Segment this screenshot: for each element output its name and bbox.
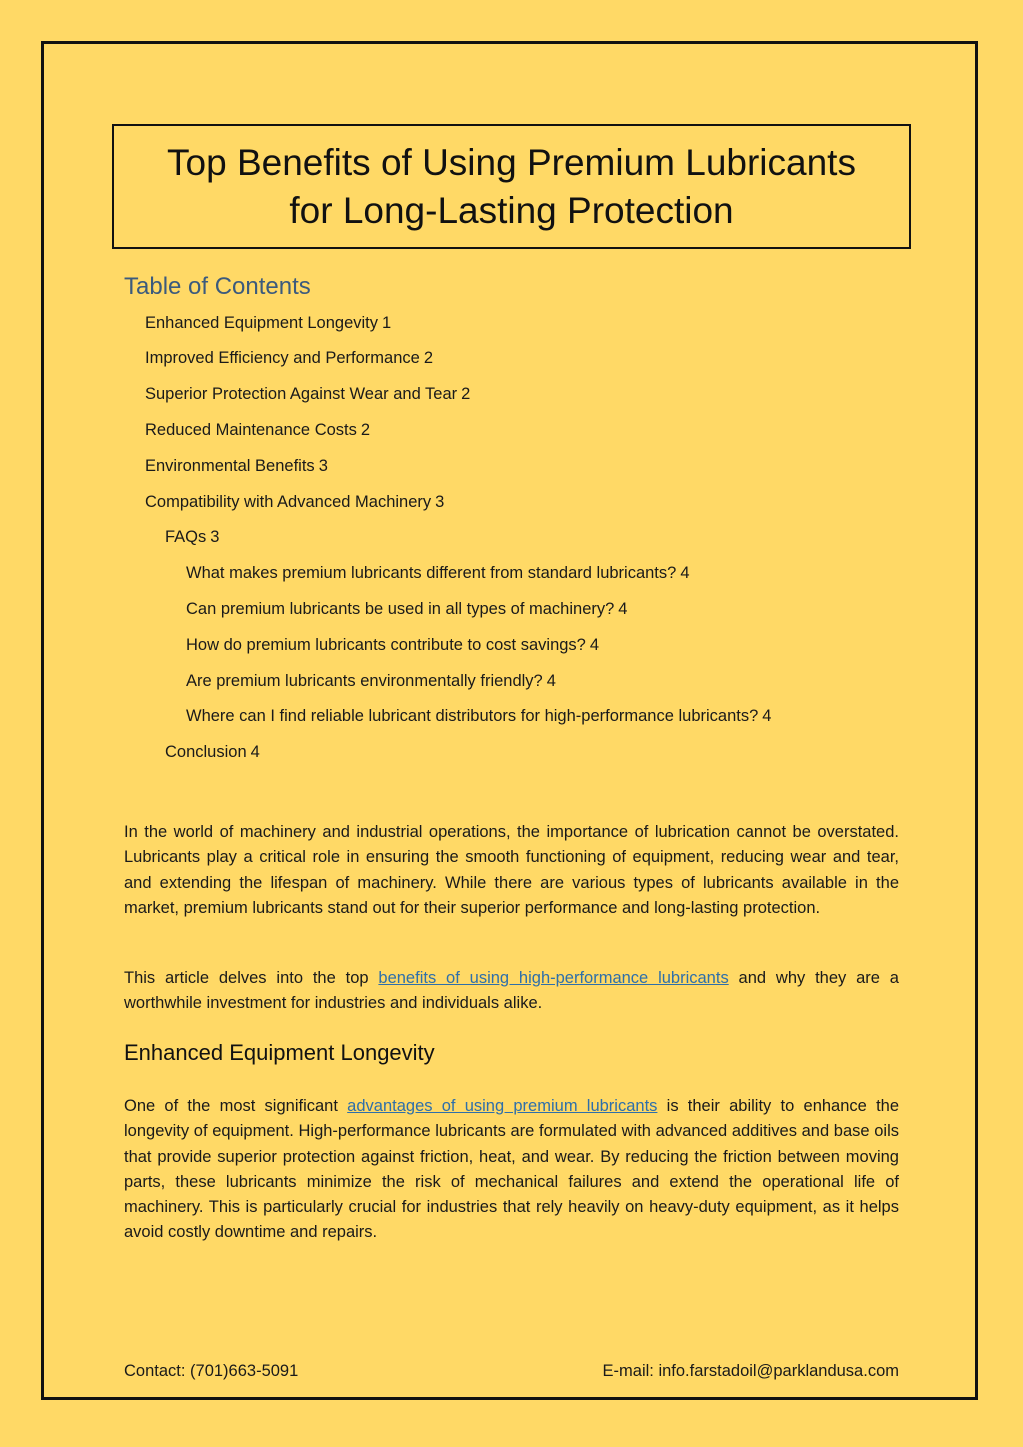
title-box xyxy=(112,124,911,249)
toc-entry-page-number: 3 xyxy=(435,492,445,511)
advantages-link[interactable]: advantages of using premium lubricants xyxy=(347,1097,658,1115)
toc-entry-page-number: 2 xyxy=(423,349,434,368)
toc-entry-label: Environmental Benefits xyxy=(145,456,315,475)
section-heading-enhanced-equipment-longevity: Enhanced Equipment Longevity xyxy=(124,1040,435,1065)
intro-paragraph-2 xyxy=(124,966,899,1017)
toc-entry-label: Reduced Maintenance Costs xyxy=(145,420,357,439)
toc-entry-page-number: 3 xyxy=(318,456,328,475)
toc-entry-label: Can premium lubricants be used in all types of machinery? xyxy=(186,599,615,618)
toc-entry-label: What makes premium lubricants different from standard lubricants? xyxy=(186,564,677,583)
toc-entry-page-number: 4 xyxy=(589,635,600,654)
toc-entry-page-number: 4 xyxy=(250,743,260,762)
section-1-text-after: is their ability to enhance the longevity of equipment. High-performance lubricants are formulated with advanced additives and base oils that provide superior protection against friction, heat, and wear. By reducing the friction between moving parts, these lubricants minimize the risk of mechanical failures and extend the operational life of machinery. This is particularly crucial for industries that rely heavily on heavy-duty equipment, as it helps avoid costly downtime and repairs. xyxy=(124,1097,900,1242)
toc-entry-label: How do premium lubricants contribute to cost savings? xyxy=(186,635,586,654)
toc-entry-page-number: 4 xyxy=(546,671,556,690)
toc-heading: Table of Contents xyxy=(124,273,311,300)
toc-entry-page-number: 2 xyxy=(360,420,371,439)
toc-entry-page-number: 1 xyxy=(382,313,392,332)
toc-entry-page-number: 3 xyxy=(210,528,220,547)
toc-entry-label: Compatibility with Advanced Machinery xyxy=(145,492,432,511)
footer-contact: Contact: (701)663-5091 xyxy=(124,1362,299,1380)
title-line-2: for Long-Lasting Protection xyxy=(289,189,734,231)
footer-email: E-mail: info.farstadoil@parklandusa.com xyxy=(602,1362,899,1380)
toc-entry-page-number: 4 xyxy=(618,599,628,618)
toc-entry-page-number: 2 xyxy=(461,385,471,404)
toc-entry-label: Conclusion xyxy=(165,743,247,762)
title-line-1: Top Benefits of Using Premium Lubricants xyxy=(167,141,856,183)
benefits-link[interactable]: benefits of using high-performance lubricants xyxy=(378,969,729,987)
toc-entry-label: Enhanced Equipment Longevity xyxy=(145,313,378,332)
intro-paragraph-2-text-before: This article delves into the top xyxy=(124,969,379,987)
toc-entry-label: Where can I find reliable lubricant distributors for high-performance lubricants? xyxy=(186,707,759,726)
intro-paragraph-1: In the world of machinery and industrial operations, the importance of lubrication cannot be overstated. Lubricants play a critical role in ensuring the smooth functioning of equipment, reducing wear and tear, and extending the lifespan of machinery. While there are various types of lubricants available in the market, premium lubricants stand out for their superior performance and long-lasting protection. xyxy=(124,823,899,917)
toc-entry-label: Superior Protection Against Wear and Tear xyxy=(145,385,458,404)
toc-entry-label: Are premium lubricants environmentally friendly? xyxy=(186,671,543,690)
toc-entry-label: FAQs xyxy=(165,528,207,547)
toc-entry-label: Improved Efficiency and Performance xyxy=(145,349,420,368)
toc-entry-page-number: 4 xyxy=(762,707,772,726)
intro-paragraph-2-text-after: and why they are a worthwhile investment for industries and individuals alike. xyxy=(124,969,899,1013)
section-1-paragraph xyxy=(124,1094,899,1246)
section-1-text-before: One of the most significant xyxy=(124,1097,348,1115)
toc-entry-page-number: 4 xyxy=(680,564,690,583)
